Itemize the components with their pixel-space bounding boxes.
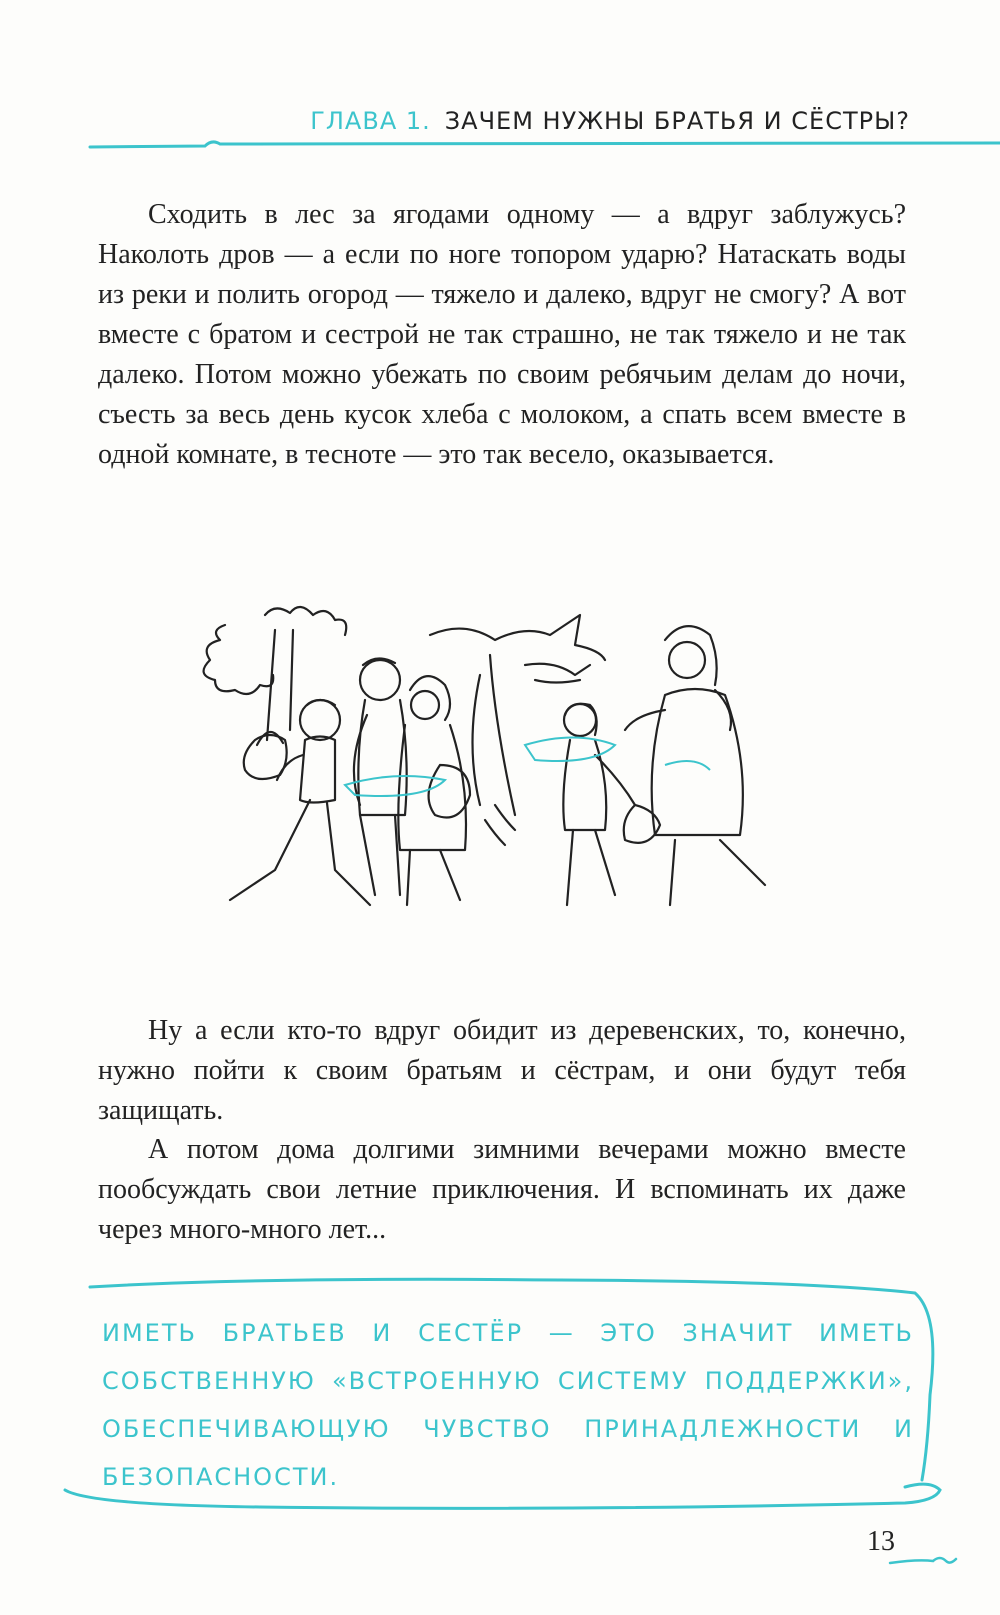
chapter-heading: [310, 107, 910, 135]
header-rule: [0, 135, 1000, 155]
children-walking-illustration: [195, 605, 805, 935]
callout-box: [60, 1275, 950, 1515]
running-header: [0, 95, 1000, 165]
body-paragraph-1: Сходить в лес за ягодами одному — а вдруг заблужусь? Наколоть дров — а если по ноге топором ударю? Натаскать воды из реки и полить огород — тяжело и далеко, вдруг не смогу? А вот вместе с братом и сестрой не так страшно, не так тяжело и не так далеко. Потом можно убежать по своим ребячьим делам до ночи, съесть за весь день кусок хлеба с молоком, а спать всем вместе в одной комнате, в тесноте — это так весело, оказывается.: [98, 199, 906, 470]
page-number-squiggle: [888, 1553, 958, 1569]
body-paragraph-2: Ну а если кто-то вдруг обидит из деревенских, то, конечно, нужно пойти к своим братьям и сёстрам, и они будут тебя защищать.: [98, 1015, 906, 1126]
page-number: 13: [867, 1526, 895, 1557]
body-paragraph-3: А потом дома долгими зимними вечерами можно вместе пообсуждать свои летние приключения. И вспоминать их даже через много-много лет...: [98, 1134, 906, 1245]
chapter-title: ЗАЧЕМ НУЖНЫ БРАТЬЯ И СЁСТРЫ?: [444, 107, 910, 135]
callout-text: ИМЕТЬ БРАТЬЕВ И СЕСТЁР — ЭТО ЗНАЧИТ ИМЕТЬ СОБСТВЕННУЮ «ВСТРОЕННУЮ СИСТЕМУ ПОДДЕРЖКИ», ОБЕСПЕЧИВАЮЩУЮ ЧУВСТВО ПРИНАДЛЕЖНОСТИ И БЕЗОПАСНОСТИ.: [102, 1319, 914, 1491]
chapter-label: ГЛАВА 1.: [310, 107, 431, 135]
